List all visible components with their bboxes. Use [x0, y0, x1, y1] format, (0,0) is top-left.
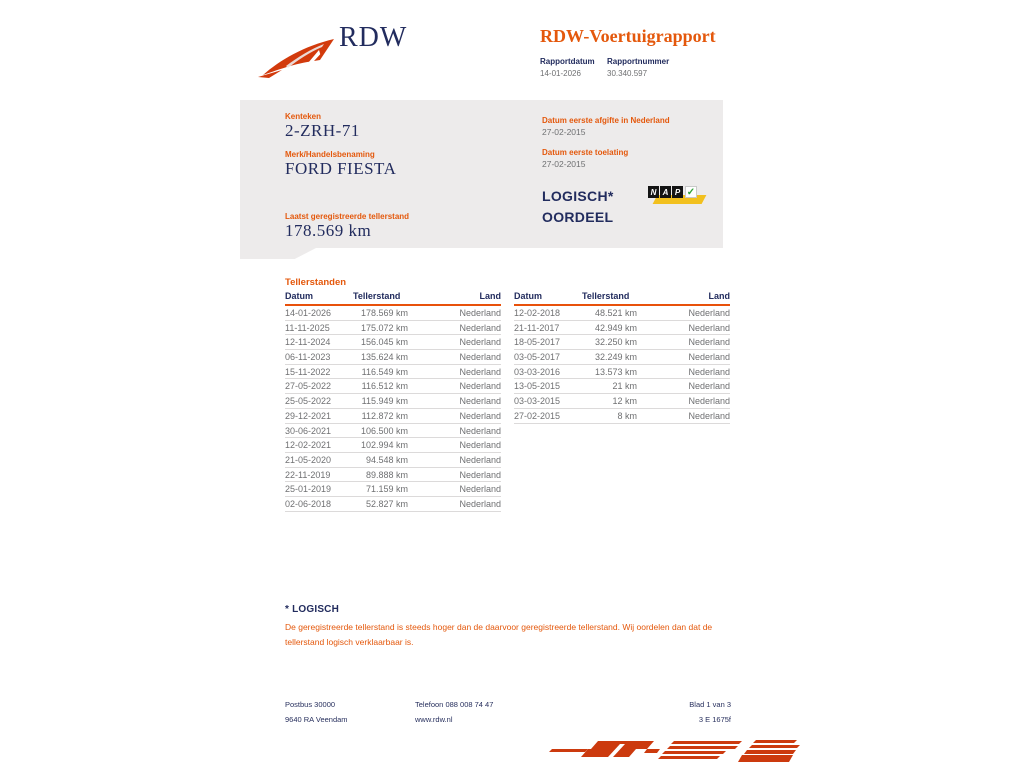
cell-land: Nederland [459, 440, 501, 451]
odometer-table-left [285, 291, 501, 512]
cell-datum: 30-06-2021 [285, 425, 332, 436]
cell-land: Nederland [688, 322, 730, 333]
merk-value: FORD FIESTA [285, 159, 397, 178]
cell-land: Nederland [459, 308, 501, 318]
footer-doc-code: 3 E 1675f [698, 715, 731, 724]
cell-land: Nederland [688, 396, 730, 407]
table-row [514, 365, 730, 380]
table-header [514, 291, 730, 306]
table-row [285, 350, 501, 365]
rdw-eagle-logo-icon [256, 33, 336, 79]
page-title: RDW-Voertuigrapport [540, 26, 716, 46]
oordeel-line2: OORDEEL [542, 209, 614, 225]
cell-land: Nederland [688, 308, 730, 318]
footer-website: www.rdw.nl [415, 715, 453, 724]
cell-datum: 14-01-2026 [285, 308, 332, 318]
cell-tellerstand: 116.512 km [361, 381, 408, 392]
cell-land: Nederland [459, 337, 501, 348]
tellerstanden-heading: Tellerstanden [285, 277, 347, 288]
cell-tellerstand: 178.569 km [360, 308, 408, 318]
cell-tellerstand: 42.949 km [594, 322, 637, 333]
cell-datum: 15-11-2022 [285, 366, 331, 377]
cell-tellerstand: 13.573 km [594, 366, 637, 377]
cell-datum: 12-02-2018 [514, 308, 561, 318]
table-row [285, 306, 501, 321]
table-row [514, 350, 730, 365]
cell-datum: 03-05-2017 [514, 352, 561, 363]
footer-page-number: Blad 1 van 3 [689, 700, 731, 709]
table-row [285, 379, 501, 394]
table-row [285, 394, 501, 409]
table-row [285, 438, 501, 453]
cell-tellerstand: 102.994 km [360, 440, 408, 451]
cell-land: Nederland [459, 410, 501, 421]
table-row [285, 335, 501, 350]
table-row [514, 379, 730, 394]
col-header-tellerstand: Tellerstand [582, 291, 630, 301]
nap-logo [648, 186, 704, 208]
cell-tellerstand: 175.072 km [360, 322, 408, 333]
table-row [285, 365, 501, 380]
col-header-datum: Datum [285, 291, 314, 301]
cell-datum: 02-06-2018 [285, 498, 332, 509]
table-row [285, 453, 501, 468]
report-date-label: Rapportdatum [540, 57, 595, 66]
table-row [285, 468, 501, 483]
cell-datum: 12-02-2021 [285, 440, 332, 451]
table-row [514, 306, 730, 321]
kenteken-label: Kenteken [285, 112, 322, 121]
table-body [514, 306, 730, 424]
note-body-line2: tellerstand logisch verklaarbaar is. [285, 637, 414, 647]
vehicle-summary-box [240, 100, 723, 248]
cell-datum: 03-03-2015 [514, 396, 561, 407]
cell-land: Nederland [459, 381, 501, 392]
cell-tellerstand: 12 km [612, 396, 637, 407]
report-date-value: 14-01-2026 [540, 69, 581, 78]
col-header-land: Land [479, 291, 501, 301]
cell-tellerstand: 94.548 km [365, 454, 408, 465]
toelating-value: 27-02-2015 [542, 159, 586, 169]
table-row [514, 394, 730, 409]
cell-datum: 22-11-2019 [285, 469, 331, 480]
cell-datum: 13-05-2015 [514, 381, 561, 392]
cell-datum: 25-01-2019 [285, 484, 332, 495]
cell-datum: 27-02-2015 [514, 410, 561, 421]
summary-box-corner-tab [240, 248, 316, 259]
cell-tellerstand: 89.888 km [365, 469, 408, 480]
note-body-line1: De geregistreerde tellerstand is steeds hoger dan de daarvoor geregistreerde tellerstand. Wij oordelen dan dat de [285, 622, 713, 632]
cell-datum: 03-03-2016 [514, 366, 561, 377]
table-row [285, 424, 501, 439]
report-number-label: Rapportnummer [607, 57, 670, 66]
kenteken-value: 2-ZRH-71 [285, 121, 360, 140]
toelating-label: Datum eerste toelating [542, 148, 629, 157]
odometer-table-right [514, 291, 730, 424]
table-row [285, 482, 501, 497]
cell-land: Nederland [688, 366, 730, 377]
cell-tellerstand: 32.249 km [594, 352, 637, 363]
speed-stripes-decoration-icon [546, 736, 802, 766]
cell-tellerstand: 116.549 km [361, 366, 408, 377]
note-title: * LOGISCH [285, 604, 340, 615]
cell-datum: 11-11-2025 [285, 322, 330, 333]
cell-land: Nederland [688, 337, 730, 348]
tellerstand-value: 178.569 km [285, 221, 372, 240]
oordeel-line1: LOGISCH* [542, 188, 614, 204]
table-row [285, 321, 501, 336]
cell-land: Nederland [459, 322, 501, 333]
cell-tellerstand: 21 km [612, 381, 637, 392]
col-header-tellerstand: Tellerstand [353, 291, 401, 301]
cell-land: Nederland [459, 469, 501, 480]
table-header [285, 291, 501, 306]
cell-tellerstand: 71.159 km [365, 484, 408, 495]
cell-tellerstand: 115.949 km [361, 396, 408, 407]
cell-datum: 29-12-2021 [285, 410, 332, 421]
table-row [514, 409, 730, 424]
cell-tellerstand: 52.827 km [365, 498, 408, 509]
cell-land: Nederland [459, 498, 501, 509]
cell-tellerstand: 106.500 km [360, 425, 408, 436]
merk-label: Merk/Handelsbenaming [285, 150, 375, 159]
note-body [285, 620, 712, 650]
cell-datum: 06-11-2023 [285, 352, 331, 363]
table-row [514, 321, 730, 336]
footer-address-line1: Postbus 30000 [285, 700, 336, 709]
tellerstand-label: Laatst geregistreerde tellerstand [285, 212, 410, 221]
cell-land: Nederland [459, 366, 501, 377]
cell-land: Nederland [459, 396, 501, 407]
cell-land: Nederland [459, 484, 501, 495]
cell-land: Nederland [459, 352, 501, 363]
cell-tellerstand: 32.250 km [594, 337, 637, 348]
cell-datum: 12-11-2024 [285, 337, 331, 348]
table-row [285, 409, 501, 424]
cell-tellerstand: 135.624 km [360, 352, 408, 363]
cell-tellerstand: 156.045 km [360, 337, 408, 348]
nap-letter-square: P [672, 186, 683, 198]
nap-letters [648, 186, 683, 198]
cell-land: Nederland [688, 410, 730, 421]
report-number-value: 30.340.597 [607, 69, 648, 78]
cell-datum: 21-11-2017 [514, 322, 560, 333]
cell-tellerstand: 48.521 km [594, 308, 637, 318]
rdw-wordmark: RDW [339, 22, 408, 53]
footer-address-line2: 9640 RA Veendam [285, 715, 348, 724]
cell-datum: 21-05-2020 [285, 454, 332, 465]
nap-check-icon: ✓ [686, 186, 696, 198]
cell-land: Nederland [688, 352, 730, 363]
col-header-datum: Datum [514, 291, 543, 301]
cell-land: Nederland [688, 381, 730, 392]
afgifte-label: Datum eerste afgifte in Nederland [542, 116, 670, 125]
footer-phone: Telefoon 088 008 74 47 [415, 700, 494, 709]
cell-tellerstand: 8 km [617, 410, 637, 421]
cell-land: Nederland [459, 425, 501, 436]
cell-datum: 27-05-2022 [285, 381, 332, 392]
nap-letter-square: A [660, 186, 671, 198]
table-row [285, 497, 501, 512]
cell-datum: 25-05-2022 [285, 396, 332, 407]
table-body [285, 306, 501, 512]
cell-datum: 18-05-2017 [514, 337, 561, 348]
oordeel-text [542, 186, 614, 228]
nap-letter-square: N [648, 186, 659, 198]
afgifte-value: 27-02-2015 [542, 127, 586, 137]
col-header-land: Land [708, 291, 730, 301]
cell-land: Nederland [459, 454, 501, 465]
cell-tellerstand: 112.872 km [361, 410, 408, 421]
table-row [514, 335, 730, 350]
